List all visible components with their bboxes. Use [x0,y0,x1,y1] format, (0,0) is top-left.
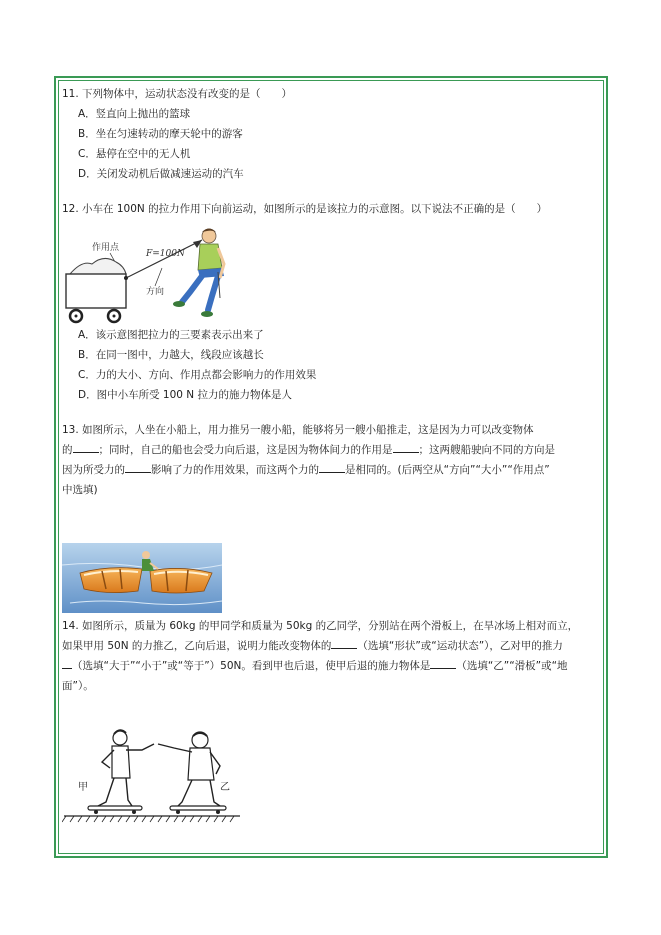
q14-line-2: 如果甲用 50N 的力推乙，乙向后退，说明力能改变物体的 （选填“形状”或“运动状态”），乙对甲的推力 [62,636,600,656]
q13-line-1: 13. 如图所示，人坐在小船上，用力推另一艘小船，能够将另一艘小船推走，这是因为力可以改变物体 [62,424,534,436]
q11-stem: 11. 下列物体中，运动状态没有改变的是（ ） [62,88,293,100]
application-point-label: 作用点 [92,243,120,253]
q12-stem: 12. 小车在 100N 的拉力作用下向前运动，如图所示的是该拉力的示意图。以下说法不正确的是（ ） [62,203,548,215]
q13-blank-4[interactable] [319,461,345,473]
skateboard-push-figure [62,728,242,824]
q12-option-a[interactable]: A．该示意图把拉力的三要素表示出来了 [78,329,264,341]
person-a-label: 甲 [78,782,88,793]
q12-option-d[interactable]: D．图中小车所受 100 N 拉力的施力物体是人 [78,389,292,401]
boats-figure [62,543,222,613]
q14-blank-1[interactable] [331,637,357,649]
q13-blank-3[interactable] [125,461,151,473]
q11-option-a[interactable]: A．竖直向上抛出的篮球 [78,108,191,120]
q13-line-2: 的 ；同时，自己的船也会受力向后退，这是因为物体间力的作用是 ；这两艘船驶向不同的方向是 [62,440,600,460]
q14-line-1: 14. 如图所示，质量为 60kg 的甲同学和质量为 50kg 的乙同学，分别站在两个滑板上，在旱冰场上相对而立， [62,620,579,632]
q14-blank-3[interactable] [430,657,456,669]
cart-pulling-figure [62,228,232,328]
q13-blank-2[interactable] [393,441,419,453]
q11-option-d[interactable]: D．关闭发动机后做减速运动的汽车 [78,168,244,180]
force-label: F=100N [146,249,185,259]
person-b-label: 乙 [220,782,230,793]
direction-label: 方向 [146,287,165,297]
q13-blank-1[interactable] [73,441,99,453]
q14-line-3: （选填“大于”“小于”或“等于”）50N。看到甲也后退，使甲后退的施力物体是 （选填“乙”“滑板”或“地 [62,656,600,676]
q12-option-c[interactable]: C．力的大小、方向、作用点都会影响力的作用效果 [78,369,317,381]
q11-option-b[interactable]: B．坐在匀速转动的摩天轮中的游客 [78,128,243,140]
q14-line-4: 面”）。 [62,680,94,692]
q12-option-b[interactable]: B．在同一图中，力越大，线段应该越长 [78,349,264,361]
q13-line-4: 中选填) [62,484,98,496]
q14-blank-2[interactable] [62,657,72,669]
q13-line-3: 因为所受力的 影响了力的作用效果，而这两个力的 是相同的。(后两空从“方向”“大小”“作用点” [62,460,600,480]
q11-option-c[interactable]: C．悬停在空中的无人机 [78,148,191,160]
